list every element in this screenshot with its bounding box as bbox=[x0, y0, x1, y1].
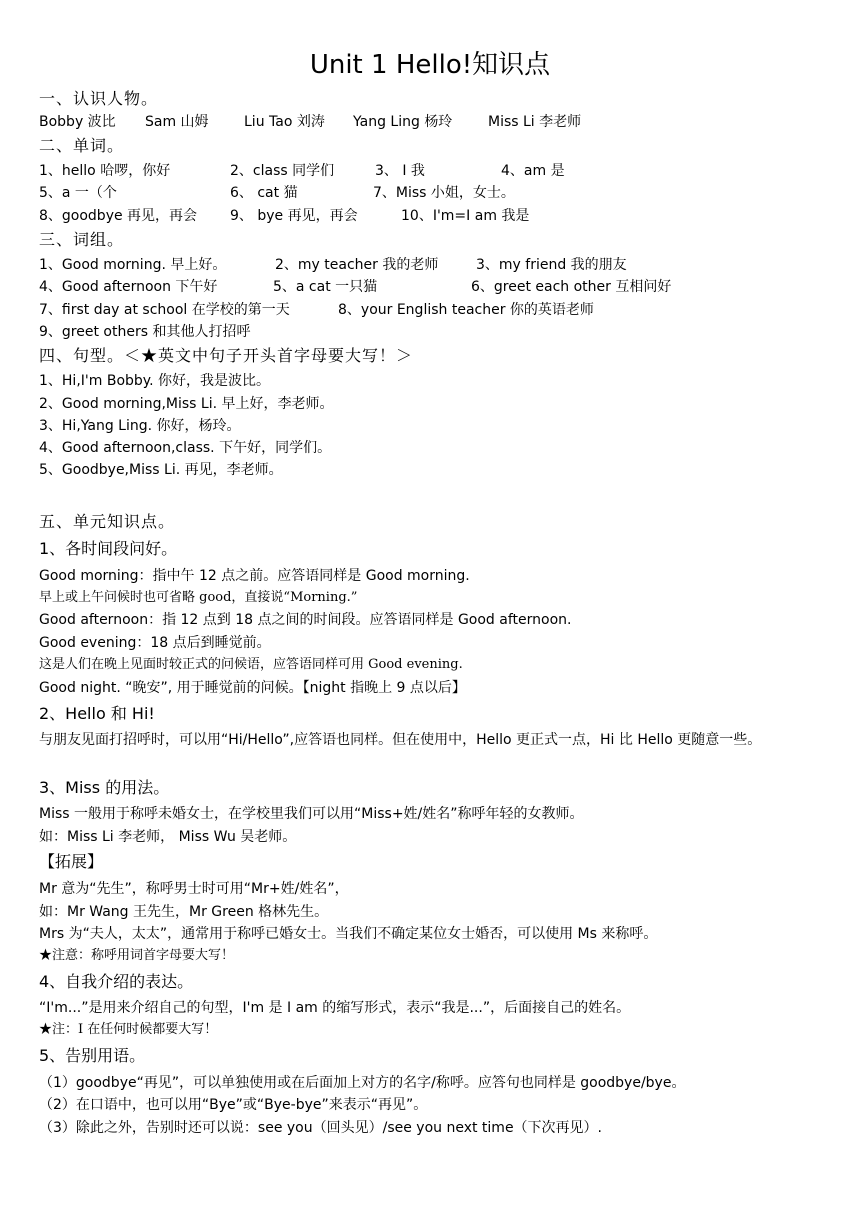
phrase-item: 3、my friend 我的朋友 bbox=[476, 257, 627, 273]
sentence-item: 1、Hi,I'm Bobby. 你好，我是波比。 bbox=[39, 373, 270, 389]
phrase-item: 7、first day at school 在学校的第一天 bbox=[39, 302, 290, 318]
word-item: 10、I'm=I am 我是 bbox=[401, 208, 530, 224]
word-item: 1、hello 哈啰，你好 bbox=[39, 163, 171, 179]
point-3-title: 3、Miss 的用法。 bbox=[39, 778, 170, 797]
phrase-item: 2、my teacher 我的老师 bbox=[275, 257, 439, 273]
point-5-title: 5、告别用语。 bbox=[39, 1046, 146, 1065]
word-item: 9、 bye 再见，再会 bbox=[230, 208, 358, 224]
point-2-paragraph: 与朋友见面打招呼时，可以用“Hi/Hello”,应答语也同样。但在使用中，Hello 更正式一点，Hi 比 Hello 更随意一些。 bbox=[39, 732, 762, 748]
point-5-line: （3）除此之外，告别时还可以说：see you（回头见）/see you next time（下次再见）. bbox=[39, 1120, 603, 1136]
word-item: 3、 I 我 bbox=[375, 163, 425, 179]
extension-note: ★注意：称呼用词首字母要大写！ bbox=[39, 948, 235, 963]
point-3-line: Miss 一般用于称呼未婚女士，在学校里我们可以用“Miss+姓/姓名”称呼年轻的女教师。 bbox=[39, 806, 584, 822]
point-1-line: 这是人们在晚上见面时较正式的问候语，应答语同样可用 Good evening. bbox=[39, 657, 463, 672]
document-title: Unit 1 Hello!知识点 bbox=[309, 50, 551, 80]
sentence-item: 4、Good afternoon,class. 下午好，同学们。 bbox=[39, 440, 332, 456]
phrase-item: 9、greet others 和其他人打招呼 bbox=[39, 324, 251, 340]
point-1-title: 1、各时间段问好。 bbox=[39, 539, 178, 558]
sentence-item: 3、Hi,Yang Ling. 你好，杨玲。 bbox=[39, 418, 241, 434]
word-item: 4、am 是 bbox=[501, 163, 565, 179]
sentence-item: 5、Goodbye,Miss Li. 再见，李老师。 bbox=[39, 462, 283, 478]
person-item: Liu Tao 刘涛 bbox=[244, 114, 325, 130]
phrase-item: 1、Good morning. 早上好。 bbox=[39, 257, 227, 273]
section-3-heading: 三、词组。 bbox=[39, 230, 125, 249]
person-item: Sam 山姆 bbox=[145, 114, 209, 130]
word-item: 5、a 一（个 bbox=[39, 185, 117, 201]
section-4-heading: 四、句型。＜★英文中句子开头首字母要大写！＞ bbox=[39, 346, 414, 365]
point-4-line: “I'm...”是用来介绍自己的句型，I'm 是 I am 的缩写形式，表示“我是...”，后面接自己的姓名。 bbox=[39, 1000, 631, 1016]
point-1-line: Good morning：指中午 12 点之前。应答语同样是 Good morning. bbox=[39, 568, 470, 584]
word-item: 7、Miss 小姐，女士。 bbox=[373, 185, 515, 201]
extension-title: 【拓展】 bbox=[39, 852, 104, 871]
word-item: 8、goodbye 再见，再会 bbox=[39, 208, 198, 224]
phrase-item: 4、Good afternoon 下午好 bbox=[39, 279, 218, 295]
point-2-title: 2、Hello 和 Hi! bbox=[39, 704, 155, 723]
point-5-line: （1）goodbye“再见”，可以单独使用或在后面加上对方的名字/称呼。应答句也同样是 goodbye/bye。 bbox=[39, 1075, 686, 1091]
person-item: Bobby 波比 bbox=[39, 114, 116, 130]
point-5-line: （2）在口语中，也可以用“Bye”或“Bye-bye”来表示“再见”。 bbox=[39, 1097, 428, 1113]
extension-line: Mr 意为“先生”，称呼男士时可用“Mr+姓/姓名”， bbox=[39, 881, 349, 897]
extension-line: Mrs 为“夫人，太太”，通常用于称呼已婚女士。当我们不确定某位女士婚否，可以使用 Ms 来称呼。 bbox=[39, 926, 658, 942]
word-item: 2、class 同学们 bbox=[230, 163, 335, 179]
section-2-heading: 二、单词。 bbox=[39, 136, 125, 155]
point-1-line: 早上或上午问候时也可省略 good，直接说“Morning.” bbox=[39, 590, 358, 605]
phrase-item: 6、greet each other 互相问好 bbox=[471, 279, 672, 295]
word-item: 6、 cat 猫 bbox=[230, 185, 298, 201]
point-1-line: Good afternoon：指 12 点到 18 点之间的时间段。应答语同样是 Good afternoon. bbox=[39, 612, 572, 628]
phrase-item: 5、a cat 一只猫 bbox=[273, 279, 378, 295]
point-4-title: 4、自我介绍的表达。 bbox=[39, 972, 194, 991]
section-1-heading: 一、认识人物。 bbox=[39, 89, 159, 108]
point-4-note: ★注：I 在任何时候都要大写！ bbox=[39, 1022, 218, 1037]
sentence-item: 2、Good morning,Miss Li. 早上好，李老师。 bbox=[39, 396, 334, 412]
point-3-line: 如：Miss Li 李老师， Miss Wu 吴老师。 bbox=[39, 829, 297, 845]
phrase-item: 8、your English teacher 你的英语老师 bbox=[338, 302, 594, 318]
point-1-line: Good night. “晚安”, 用于睡觉前的问候。【night 指晚上 9 点以后】 bbox=[39, 680, 466, 696]
person-item: Yang Ling 杨玲 bbox=[353, 114, 453, 130]
section-5-heading: 五、单元知识点。 bbox=[39, 512, 176, 531]
point-1-line: Good evening：18 点后到睡觉前。 bbox=[39, 635, 271, 651]
person-item: Miss Li 李老师 bbox=[488, 114, 582, 130]
extension-line: 如：Mr Wang 王先生，Mr Green 格林先生。 bbox=[39, 904, 329, 920]
